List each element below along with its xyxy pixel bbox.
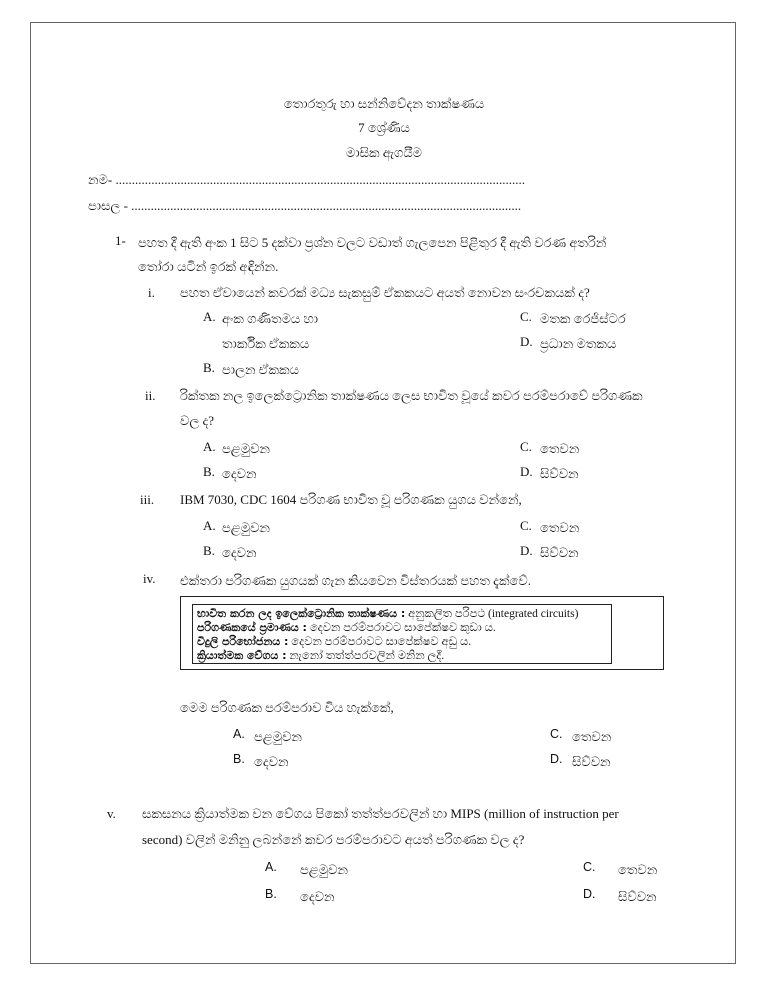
question-iii-option-d-letter: D. <box>520 543 533 558</box>
question-iii-option-d: සිව්වන <box>540 545 579 560</box>
question-ii-option-d: සිව්වන <box>540 466 579 481</box>
description-label-speed: ක්‍රියාත්මක වේගය : <box>197 649 287 662</box>
description-line-power <box>197 635 607 649</box>
question-i-number: i. <box>148 285 155 300</box>
question-v-option-d-letter: D. <box>583 887 596 901</box>
question-iv-option-b-letter: B. <box>233 752 245 766</box>
question-iv-option-a: පළමුවන <box>254 729 302 744</box>
question-ii-option-a-letter: A. <box>203 439 216 454</box>
question-iii-text: IBM 7030, CDC 1604 පරිගණ භාවිත වූ පරිගණක යුගය වන්නේ, <box>180 492 522 507</box>
description-value-power: දෙවන පරම්පරාවට සාපේක්ෂව අඩු ය. <box>291 636 472 648</box>
question-ii-option-c: තෙවන <box>540 441 580 456</box>
question-ii-text-line1: රික්තක නල ඉලෙක්ට්‍රොනික තාක්ෂණය ලෙස භාවිත වූයේ කවර පරම්පරාවේ පරිගණක <box>180 388 643 403</box>
question-i-option-a-letter: A. <box>203 309 216 324</box>
description-line-speed <box>197 649 607 663</box>
question-i-option-b-letter: B. <box>203 360 215 375</box>
question-v-number: v. <box>107 806 116 821</box>
question-iii-option-a-letter: A. <box>203 518 216 533</box>
question-ii-text-line2: වල ද? <box>180 413 215 428</box>
description-value-technology: අනුකලිත පරිපථ (integrated circuits) <box>408 608 579 620</box>
subject-title: තොරතුරු හා සන්නිවේදන තාක්ෂණය <box>283 96 485 111</box>
question-v-text-line1: සකසනය ක්‍රියාත්මක වන වේගය පිකෝ තත්ත්පරවලින් හා MIPS (million of instruction per <box>142 806 619 821</box>
description-label-technology: භාවිත කරන ලද ඉලෙක්ට්‍රොනික තාක්ෂණය : <box>197 607 406 620</box>
question-iv-option-c: තෙවන <box>572 729 612 744</box>
question-iii-option-c: තෙවන <box>540 520 580 535</box>
question-v-option-a-letter: A. <box>265 860 277 874</box>
description-value-size: දෙවන පරම්පරාවට සාපේක්ෂව කුඩා ය. <box>309 622 496 634</box>
question-i-option-a-line2: තාර්කික ඒකකය <box>222 336 310 351</box>
question-iii-number: iii. <box>140 492 155 507</box>
description-line-technology <box>197 607 607 621</box>
question-i-text: පහත ඒවායෙන් කවරක් මධ්‍ය සැකසුම් ඒකකයට අයත් නොවන සංරචකයක් ද? <box>180 285 590 300</box>
question-1-instruction-line1: පහත දී ඇති අංක 1 සිට 5 දක්වා ප්‍රශ්න වලට වඩාත් ගැලපෙන පිළිතුර දී ඇති වරණ අතරින් <box>138 235 607 250</box>
description-label-size: පරිගණකයේ ප්‍රමාණය : <box>197 621 307 634</box>
question-ii-option-a: පළමුවන <box>222 441 270 456</box>
description-label-power: විදුලි පරිභෝජනය : <box>197 635 289 648</box>
grade-title: 7 ශ්‍රේණිය <box>358 120 410 135</box>
question-iv-text: එක්තරා පරිගණක යුගයක් ගැන කියවෙන විස්තරයක් පහත දැක්වේ. <box>180 573 531 588</box>
question-ii-option-b-letter: B. <box>203 464 215 479</box>
description-outer-box <box>180 596 664 670</box>
question-i-option-d-letter: D. <box>520 334 533 349</box>
question-iv-option-b: දෙවන <box>254 754 289 769</box>
school-field: පාසල - ........................................................................................................................ <box>88 198 522 213</box>
description-inner-box <box>192 604 612 664</box>
question-v-option-b-letter: B. <box>265 887 277 901</box>
description-line-size <box>197 621 607 635</box>
question-i-option-b: පාලන ඒකකය <box>222 362 299 377</box>
question-1-number: 1- <box>115 233 126 248</box>
question-iv-option-d: සිව්වන <box>572 754 611 769</box>
question-i-option-a-line1: අංක ගණිතමය හා <box>222 311 319 326</box>
question-v-option-c-letter: C. <box>583 860 596 874</box>
question-iv-number: iv. <box>143 571 156 586</box>
question-v-option-a: පළමුවන <box>300 862 348 877</box>
description-value-speed: නැනෝ තත්ත්පරවලින් මනින ලදී. <box>289 650 445 662</box>
question-i-option-d: ප්‍රධාන මතකය <box>540 336 617 351</box>
question-v-text-line2: second) වලින් මනිනු ලබන්නේ කවර පරම්පරාවට අයත් පරිගණක වල ද? <box>142 832 525 847</box>
test-title: මාසික ඇගයීම <box>345 145 423 160</box>
question-iv-option-a-letter: A. <box>233 727 245 741</box>
question-iii-option-b: දෙවන <box>222 545 257 560</box>
question-iii-option-c-letter: C. <box>520 518 532 533</box>
question-ii-option-c-letter: C. <box>520 439 532 454</box>
question-v-option-c: තෙවන <box>618 862 658 877</box>
question-iii-option-b-letter: B. <box>203 543 215 558</box>
question-iv-option-c-letter: C. <box>550 727 563 741</box>
question-v-option-d: සිව්වන <box>618 889 657 904</box>
question-iv-question: මෙම පරිගණක පරම්පරාව විය හැක්කේ, <box>180 700 394 715</box>
question-ii-number: ii. <box>145 388 156 403</box>
question-ii-option-b: දෙවන <box>222 466 257 481</box>
question-1-instruction-line2: තෝරා යටින් ඉරක් අඳින්න. <box>138 259 279 274</box>
question-i-option-c: මතක රෙජිස්ටර <box>540 311 626 326</box>
question-ii-option-d-letter: D. <box>520 464 533 479</box>
question-i-option-c-letter: C. <box>520 309 532 324</box>
question-iv-option-d-letter: D. <box>550 752 563 766</box>
question-v-option-b: දෙවන <box>300 889 335 904</box>
name-field: නම- .............................................................................................................................. <box>88 172 525 187</box>
question-iii-option-a: පළමුවන <box>222 520 270 535</box>
